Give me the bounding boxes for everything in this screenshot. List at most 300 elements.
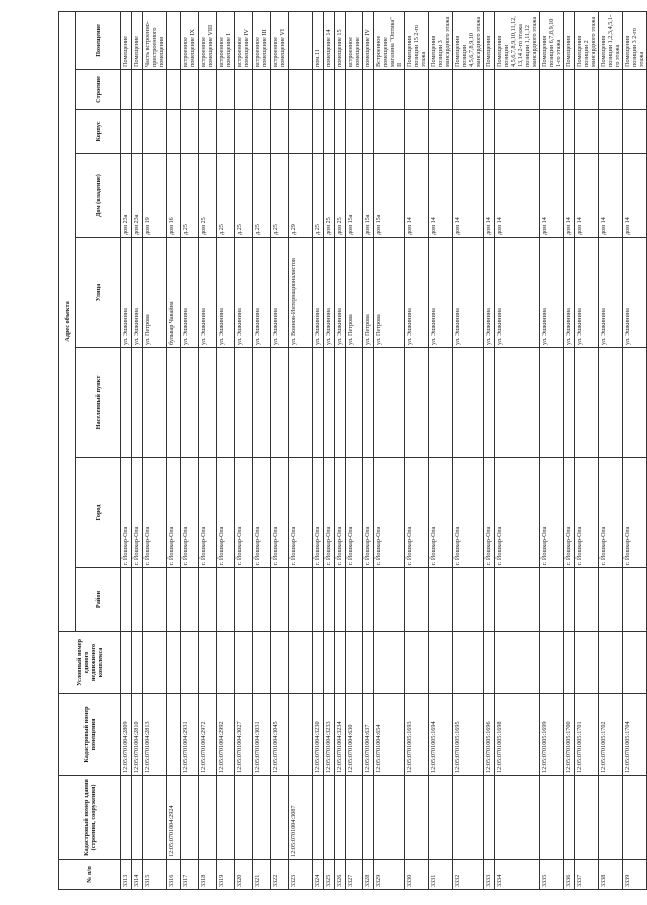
complex-number-cell <box>271 632 289 694</box>
table-row <box>540 11 564 889</box>
row-number: 3335 <box>540 860 564 890</box>
street-cell: ул. Эшкинина <box>271 238 289 348</box>
premises-cadastral-cell: 12:05:0701005:1698 <box>495 694 540 776</box>
col-header-street: Улица <box>76 238 121 348</box>
building-cadastral-cell <box>324 776 335 860</box>
row-number: 3339 <box>623 860 647 890</box>
block-cell <box>289 110 313 154</box>
district-cell <box>181 568 199 632</box>
block-cell <box>167 110 181 154</box>
settlement-cell <box>121 348 132 458</box>
block-cell <box>313 110 324 154</box>
complex-number-cell <box>199 632 217 694</box>
settlement-cell <box>324 348 335 458</box>
city-cell: г. Йошкар-Ола <box>235 458 253 568</box>
house-cell: дом 14 <box>623 154 647 238</box>
district-cell <box>363 568 374 632</box>
city-cell: г. Йошкар-Ола <box>374 458 405 568</box>
house-cell: д.25 <box>313 154 324 238</box>
street-cell: ул. Эшкинина <box>540 238 564 348</box>
street-cell: ул. Эшкинина <box>564 238 575 348</box>
premises-cell: встроенное помещение III <box>253 11 271 69</box>
premises-cadastral-cell: 12:05:0701004:3230 <box>313 694 324 776</box>
table-row <box>199 11 217 889</box>
district-cell <box>132 568 143 632</box>
complex-number-cell <box>235 632 253 694</box>
premises-cell <box>289 11 313 69</box>
settlement-cell <box>181 348 199 458</box>
block-cell <box>453 110 484 154</box>
col-header-building: Строение <box>76 70 121 110</box>
row-number: 3328 <box>363 860 374 890</box>
building-cadastral-cell <box>363 776 374 860</box>
house-cell: дом 16 <box>167 154 181 238</box>
row-number: 3325 <box>324 860 335 890</box>
col-header-settlement: Населенный пункт <box>76 348 121 458</box>
house-cell: дом 14 <box>429 154 453 238</box>
block-cell <box>575 110 599 154</box>
settlement-cell <box>199 348 217 458</box>
block-cell <box>181 110 199 154</box>
col-header-city: Город <box>76 458 121 568</box>
street-cell: ул. Петрова <box>374 238 405 348</box>
city-cell: г. Йошкар-Ола <box>599 458 623 568</box>
row-number: 3315 <box>143 860 167 890</box>
premises-cadastral-cell: 12:05:0701004:3234 <box>335 694 346 776</box>
city-cell: г. Йошкар-Ола <box>167 458 181 568</box>
block-cell <box>271 110 289 154</box>
row-number: 3319 <box>217 860 235 890</box>
row-number: 3327 <box>346 860 363 890</box>
complex-number-cell <box>324 632 335 694</box>
row-number: 3324 <box>313 860 324 890</box>
complex-number-cell <box>167 632 181 694</box>
building-cadastral-cell <box>484 776 495 860</box>
settlement-cell <box>132 348 143 458</box>
premises-cadastral-cell <box>167 694 181 776</box>
district-cell <box>575 568 599 632</box>
building-cell <box>405 70 429 110</box>
building-cell <box>453 70 484 110</box>
premises-cell: встроенное помещение VI <box>271 11 289 69</box>
block-cell <box>495 110 540 154</box>
row-number: 3332 <box>453 860 484 890</box>
house-cell: д.25 <box>253 154 271 238</box>
complex-number-cell <box>540 632 564 694</box>
row-number: 3329 <box>374 860 405 890</box>
district-cell <box>405 568 429 632</box>
premises-cell: помещение 15 <box>335 11 346 69</box>
premises-cadastral-cell: 12:05:0701004:3031 <box>253 694 271 776</box>
district-cell <box>484 568 495 632</box>
complex-number-cell <box>363 632 374 694</box>
block-cell <box>623 110 647 154</box>
building-cadastral-cell <box>374 776 405 860</box>
premises-cadastral-cell: 12:05:0701004:654 <box>374 694 405 776</box>
house-cell: дом 23а <box>132 154 143 238</box>
building-cell <box>324 70 335 110</box>
premises-cell <box>167 11 181 69</box>
city-cell: г. Йошкар-Ола <box>121 458 132 568</box>
street-cell: ул. Эшкинина <box>132 238 143 348</box>
col-header-premises-cadastral: Кадастровый номер помещения <box>59 694 121 776</box>
building-cadastral-cell <box>335 776 346 860</box>
street-cell: ул. Эшкинина <box>599 238 623 348</box>
premises-cell: Встроенное помещение магазина "Оптика" II <box>374 11 405 69</box>
premises-cadastral-cell: 12:05:0701005:1696 <box>484 694 495 776</box>
registry-table <box>58 11 647 890</box>
city-cell: г. Йошкар-Ола <box>313 458 324 568</box>
building-cell <box>199 70 217 110</box>
building-cell <box>253 70 271 110</box>
building-cell <box>235 70 253 110</box>
street-cell: ул. Петрова <box>363 238 374 348</box>
building-cadastral-cell <box>429 776 453 860</box>
complex-number-cell <box>484 632 495 694</box>
house-cell: дом 25 <box>324 154 335 238</box>
table-row <box>623 11 647 889</box>
table-row <box>132 11 143 889</box>
street-cell: ул. Петрова <box>143 238 167 348</box>
building-cadastral-cell <box>453 776 484 860</box>
street-cell: ул. Эшкинина <box>217 238 235 348</box>
building-cadastral-cell <box>575 776 599 860</box>
premises-cadastral-cell: 12:05:0701005:1694 <box>429 694 453 776</box>
block-cell <box>235 110 253 154</box>
city-cell: г. Йошкар-Ола <box>540 458 564 568</box>
building-cell <box>484 70 495 110</box>
block-cell <box>374 110 405 154</box>
premises-cell: встроенное помещение <box>346 11 363 69</box>
premises-cell: Помещения позиции 6,7,8,9,10 1-го этажа <box>540 11 564 69</box>
city-cell: г. Йошкар-Ола <box>453 458 484 568</box>
col-header-num: № п/п <box>59 860 121 890</box>
complex-number-cell <box>143 632 167 694</box>
complex-number-cell <box>623 632 647 694</box>
city-cell: г. Йошкар-Ола <box>324 458 335 568</box>
complex-number-cell <box>313 632 324 694</box>
premises-cell: встроенное помещение IX <box>181 11 199 69</box>
settlement-cell <box>575 348 599 458</box>
premises-cell: Помещение <box>121 11 132 69</box>
complex-number-cell <box>599 632 623 694</box>
row-number: 3316 <box>167 860 181 890</box>
premises-cell: Помещения <box>484 11 495 69</box>
street-cell: ул. Эшкинина <box>199 238 217 348</box>
table-row <box>289 11 313 889</box>
building-cadastral-cell <box>235 776 253 860</box>
complex-number-cell <box>217 632 235 694</box>
block-cell <box>335 110 346 154</box>
building-cadastral-cell <box>121 776 132 860</box>
premises-cell: Помещения позиции 2 мансардного этажа <box>575 11 599 69</box>
street-cell: ул. Эшкинина <box>121 238 132 348</box>
table-row <box>271 11 289 889</box>
city-cell: г. Йошкар-Ола <box>253 458 271 568</box>
table-row <box>599 11 623 889</box>
row-number: 3338 <box>599 860 623 890</box>
building-cell <box>181 70 199 110</box>
district-cell <box>623 568 647 632</box>
premises-cadastral-cell: 12:05:0701004:3027 <box>235 694 253 776</box>
table-header <box>59 11 121 889</box>
table-row <box>324 11 335 889</box>
row-number: 3334 <box>495 860 540 890</box>
settlement-cell <box>313 348 324 458</box>
complex-number-cell <box>495 632 540 694</box>
district-cell <box>289 568 313 632</box>
building-cadastral-cell <box>132 776 143 860</box>
settlement-cell <box>346 348 363 458</box>
district-cell <box>167 568 181 632</box>
house-cell: д.29 <box>289 154 313 238</box>
building-cell <box>335 70 346 110</box>
col-header-premises: Помещение <box>76 11 121 69</box>
house-cell: д.25 <box>181 154 199 238</box>
house-cell: дом 15а <box>346 154 363 238</box>
col-header-block: Корпус <box>76 110 121 154</box>
building-cell <box>623 70 647 110</box>
district-cell <box>346 568 363 632</box>
premises-cadastral-cell: 12:05:0701004:2992 <box>217 694 235 776</box>
district-cell <box>121 568 132 632</box>
premises-cadastral-cell: 12:05:0701004:2809 <box>121 694 132 776</box>
complex-number-cell <box>374 632 405 694</box>
premises-cell: помещение IV <box>363 11 374 69</box>
premises-cadastral-cell: 12:05:0701005:1699 <box>540 694 564 776</box>
complex-number-cell <box>429 632 453 694</box>
table-row <box>253 11 271 889</box>
block-cell <box>363 110 374 154</box>
city-cell: г. Йошкар-Ола <box>429 458 453 568</box>
settlement-cell <box>374 348 405 458</box>
district-cell <box>199 568 217 632</box>
house-cell: дом 25 <box>335 154 346 238</box>
block-cell <box>253 110 271 154</box>
city-cell: г. Йошкар-Ола <box>217 458 235 568</box>
premises-cadastral-cell: 12:05:0701004:2810 <box>132 694 143 776</box>
building-cadastral-cell: 12:05:0701004:2924 <box>167 776 181 860</box>
house-cell: дом 14 <box>405 154 429 238</box>
city-cell: г. Йошкар-Ола <box>495 458 540 568</box>
block-cell <box>121 110 132 154</box>
complex-number-cell <box>121 632 132 694</box>
complex-number-cell <box>181 632 199 694</box>
complex-number-cell <box>405 632 429 694</box>
city-cell: г. Йошкар-Ола <box>346 458 363 568</box>
building-cadastral-cell <box>599 776 623 860</box>
district-cell <box>495 568 540 632</box>
street-cell: ул. Воинов-Интернационалистов <box>289 238 313 348</box>
premises-cell: Помещения позиции 3 мансардного этажа <box>429 11 453 69</box>
settlement-cell <box>271 348 289 458</box>
district-cell <box>564 568 575 632</box>
settlement-cell <box>167 348 181 458</box>
block-cell <box>564 110 575 154</box>
block-cell <box>324 110 335 154</box>
building-cell <box>289 70 313 110</box>
district-cell <box>429 568 453 632</box>
col-header-house: Дом (владение) <box>76 154 121 238</box>
street-cell: ул. Эшкинина <box>235 238 253 348</box>
table-row <box>121 11 132 889</box>
premises-cell: Помещения <box>564 11 575 69</box>
district-cell <box>235 568 253 632</box>
rotated-page <box>58 12 645 890</box>
table-row <box>335 11 346 889</box>
district-cell <box>335 568 346 632</box>
table-row <box>405 11 429 889</box>
premises-cell: Помещения позиции 1,2,3,4,5,1-го этажа <box>599 11 623 69</box>
house-cell: дом 19 <box>143 154 167 238</box>
table-row <box>363 11 374 889</box>
premises-cell: встроенное помещение I <box>217 11 235 69</box>
street-cell: бульвар Чавайна <box>167 238 181 348</box>
premises-cadastral-cell: 12:05:0701005:1702 <box>599 694 623 776</box>
building-cell <box>564 70 575 110</box>
row-number: 3321 <box>253 860 271 890</box>
settlement-cell <box>623 348 647 458</box>
col-group-address: Адрес объекта <box>59 11 76 631</box>
table-row <box>346 11 363 889</box>
street-cell: ул. Эшкинина <box>181 238 199 348</box>
table-row <box>313 11 324 889</box>
block-cell <box>540 110 564 154</box>
block-cell <box>484 110 495 154</box>
complex-number-cell <box>346 632 363 694</box>
district-cell <box>217 568 235 632</box>
building-cadastral-cell <box>405 776 429 860</box>
building-cell <box>313 70 324 110</box>
col-header-district: Район <box>76 568 121 632</box>
house-cell: дом 14 <box>575 154 599 238</box>
building-cell <box>599 70 623 110</box>
row-number: 3317 <box>181 860 199 890</box>
row-number: 3314 <box>132 860 143 890</box>
block-cell <box>405 110 429 154</box>
district-cell <box>143 568 167 632</box>
house-cell: дом 14 <box>484 154 495 238</box>
settlement-cell <box>484 348 495 458</box>
premises-cadastral-cell: 12:05:0701005:1693 <box>405 694 429 776</box>
house-cell: дом 15а <box>374 154 405 238</box>
premises-cadastral-cell: 12:05:0701004:3045 <box>271 694 289 776</box>
table-row <box>217 11 235 889</box>
city-cell: г. Йошкар-Ола <box>484 458 495 568</box>
building-cell <box>346 70 363 110</box>
building-cadastral-cell <box>253 776 271 860</box>
row-number: 3320 <box>235 860 253 890</box>
building-cadastral-cell <box>623 776 647 860</box>
building-cell <box>429 70 453 110</box>
building-cell <box>143 70 167 110</box>
building-cadastral-cell <box>181 776 199 860</box>
building-cell <box>167 70 181 110</box>
house-cell: дом 14 <box>599 154 623 238</box>
settlement-cell <box>564 348 575 458</box>
building-cadastral-cell <box>495 776 540 860</box>
premises-cell: пом.11 <box>313 11 324 69</box>
district-cell <box>324 568 335 632</box>
row-number: 3326 <box>335 860 346 890</box>
district-cell <box>253 568 271 632</box>
building-cadastral-cell <box>271 776 289 860</box>
settlement-cell <box>453 348 484 458</box>
city-cell: г. Йошкар-Ола <box>181 458 199 568</box>
block-cell <box>132 110 143 154</box>
complex-number-cell <box>453 632 484 694</box>
row-number: 3330 <box>405 860 429 890</box>
complex-number-cell <box>575 632 599 694</box>
settlement-cell <box>253 348 271 458</box>
premises-cell: Помещение <box>132 11 143 69</box>
settlement-cell <box>235 348 253 458</box>
settlement-cell <box>217 348 235 458</box>
row-number: 3333 <box>484 860 495 890</box>
row-number: 3336 <box>564 860 575 890</box>
complex-number-cell <box>289 632 313 694</box>
table-row <box>484 11 495 889</box>
row-number: 3331 <box>429 860 453 890</box>
row-number: 3323 <box>289 860 313 890</box>
street-cell: ул. Эшкинина <box>495 238 540 348</box>
street-cell: ул. Эшкинина <box>335 238 346 348</box>
building-cell <box>271 70 289 110</box>
premises-cadastral-cell: 12:05:0701004:2972 <box>199 694 217 776</box>
city-cell: г. Йошкар-Ола <box>143 458 167 568</box>
house-cell: дом 25 <box>199 154 217 238</box>
building-cell <box>575 70 599 110</box>
district-cell <box>453 568 484 632</box>
premises-cell: Помещения позиции 15 2-го этажа <box>405 11 429 69</box>
city-cell: г. Йошкар-Ола <box>623 458 647 568</box>
table-row <box>143 11 167 889</box>
settlement-cell <box>335 348 346 458</box>
city-cell: г. Йошкар-Ола <box>564 458 575 568</box>
street-cell: ул. Эшкинина <box>313 238 324 348</box>
building-cadastral-cell <box>540 776 564 860</box>
house-cell: дом 14 <box>564 154 575 238</box>
house-cell: дом 23а <box>121 154 132 238</box>
row-number: 3318 <box>199 860 217 890</box>
settlement-cell <box>495 348 540 458</box>
district-cell <box>540 568 564 632</box>
settlement-cell <box>540 348 564 458</box>
block-cell <box>217 110 235 154</box>
street-cell: ул. Эшкинина <box>324 238 335 348</box>
city-cell: г. Йошкар-Ола <box>575 458 599 568</box>
building-cell <box>495 70 540 110</box>
premises-cadastral-cell: 12:05:0701004:3233 <box>324 694 335 776</box>
building-cadastral-cell <box>313 776 324 860</box>
building-cadastral-cell <box>346 776 363 860</box>
premises-cadastral-cell: 12:05:0701005:1701 <box>575 694 599 776</box>
house-cell: д.25 <box>271 154 289 238</box>
house-cell: дом 14 <box>540 154 564 238</box>
premises-cadastral-cell: 12:05:0701004:637 <box>363 694 374 776</box>
premises-cell: Помещения позиции 4,5,6,7,8,9,10,11,12,13,14 2-го этажа позиции 1,11,12 мансардного этажа <box>495 11 540 69</box>
building-cadastral-cell <box>564 776 575 860</box>
city-cell: г. Йошкар-Ола <box>199 458 217 568</box>
street-cell: ул. Эшкинина <box>484 238 495 348</box>
premises-cadastral-cell <box>289 694 313 776</box>
table-row <box>429 11 453 889</box>
col-header-building-cadastral: Кадастровый номер здания (строения, сооружения) <box>59 776 121 860</box>
settlement-cell <box>429 348 453 458</box>
complex-number-cell <box>335 632 346 694</box>
premises-cell: встроенное помещение VIII <box>199 11 217 69</box>
premises-cell: Помещения позиции 4,5,6,7,8,9,10 мансардного этажа <box>453 11 484 69</box>
